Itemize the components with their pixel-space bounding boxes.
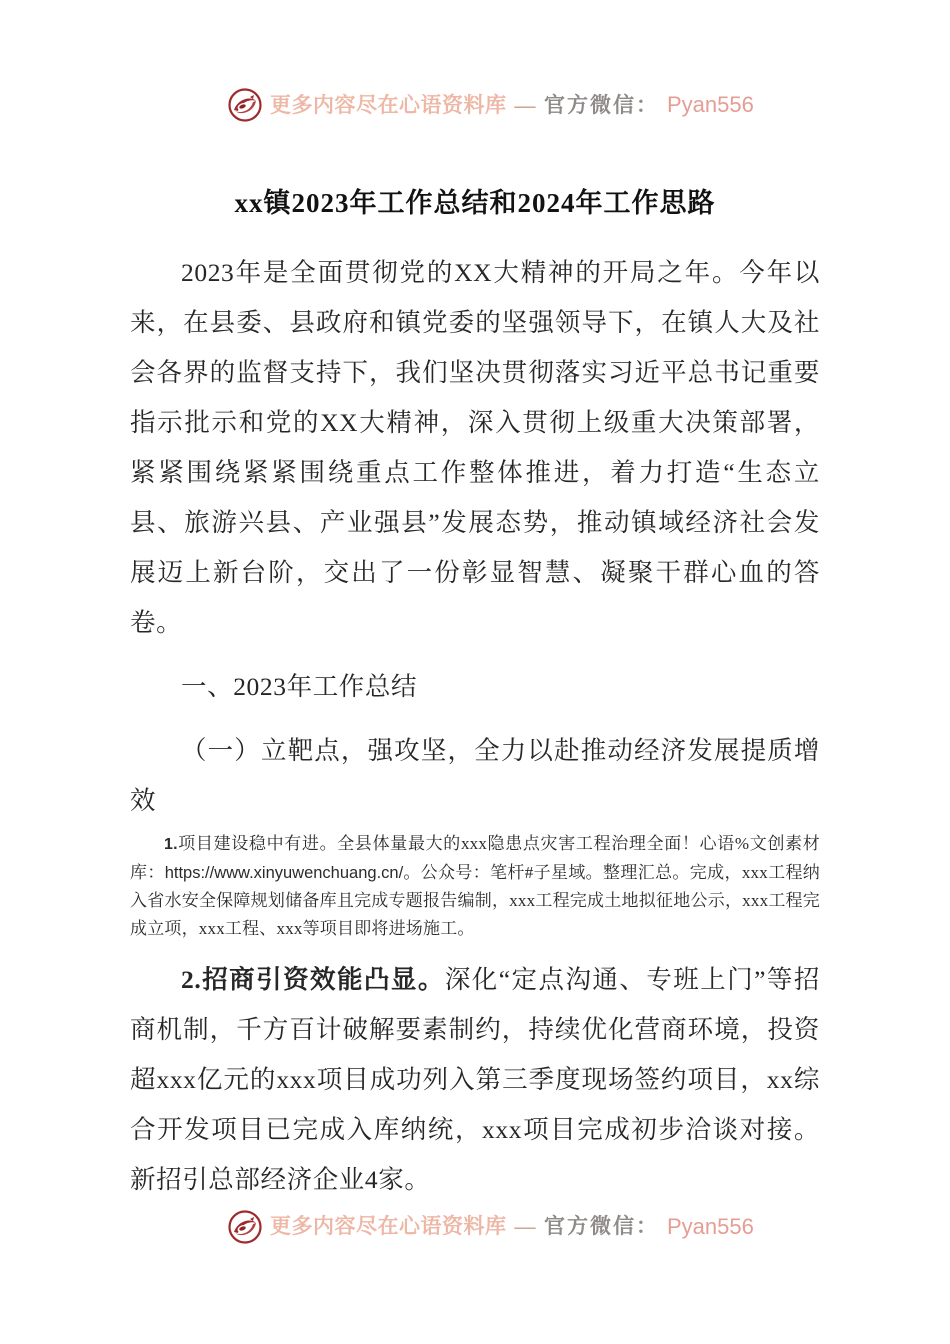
- watermark-dash: —: [514, 92, 536, 117]
- item-one-paragraph: [130, 830, 820, 943]
- section-heading-one: 一、2023年工作总结: [181, 672, 418, 702]
- swirl-emblem-icon: [228, 1210, 262, 1244]
- section-heading-two: （一）立靶点，强攻坚，全力以赴推动经济发展提质增效: [130, 736, 820, 816]
- watermark-wechat-handle: Pyan556: [667, 92, 754, 118]
- item-two-text: 深化“定点沟通、专班上门”等招商机制，千方百计破解要素制约，持续优化营商环境，投资超xxx亿元的xxx项目成功列入第三季度现场签约项目，xx综合开发项目已完成入库纳统，xxx项目完成初步洽谈对接。新招引总部经济企业4家。: [130, 965, 820, 1195]
- source-url-link[interactable]: https://www.xinyuwenchuang.cn/: [164, 864, 404, 883]
- item-one-text-before-url: 全县体量最大的xxx隐患点灾害工程治理全面！心语%文创素材库：: [130, 834, 820, 883]
- item-two-bold-lead: 招商引资效能凸显。: [201, 965, 445, 995]
- watermark-main-text: 更多内容尽在心语资料库: [270, 1214, 507, 1239]
- page-title: xx镇2023年工作总结和2024年工作思路: [234, 187, 716, 218]
- item-one-text-after-url: 。公众号：笔杆#子星域。整理汇总。完成，xxx工程纳入省水安全保障规划储备库且完成专题报告编制，xxx工程完成土地拟征地公示，xxx工程完成立项，xxx工程、xxx等项目即将进场施工。: [130, 863, 820, 939]
- watermark-wechat-label: 官方微信：: [544, 1214, 659, 1239]
- watermark-dash: —: [514, 1214, 536, 1239]
- footer-watermark: [0, 1205, 950, 1248]
- item-two-number: 2.: [181, 965, 202, 995]
- intro-paragraph: 2023年是全面贯彻党的XX大精神的开局之年。今年以来，在县委、县政府和镇党委的坚强领导下，在镇人大及社会各界的监督支持下，我们坚决贯彻落实习近平总书记重要指示批示和党的XX大精神，深入贯彻上级重大决策部署，紧紧围绕紧紧围绕重点工作整体推进，着力打造“生态立县、旅游兴县、产业强县”发展态势，推动镇域经济社会发展迈上新台阶，交出了一份彰显智慧、凝聚干群心血的答卷。: [130, 258, 820, 638]
- watermark-main-text: 更多内容尽在心语资料库: [270, 92, 507, 117]
- item-one-lead: 项目建设稳中有进。: [177, 834, 338, 854]
- watermark-wechat-label: 官方微信：: [544, 92, 659, 117]
- header-watermark: [0, 84, 950, 127]
- item-one-number: 1.: [164, 836, 178, 854]
- item-two-paragraph: [130, 955, 820, 1205]
- swirl-emblem-icon: [228, 88, 262, 122]
- document-body: [0, 127, 950, 1206]
- watermark-wechat-handle: Pyan556: [667, 1213, 754, 1239]
